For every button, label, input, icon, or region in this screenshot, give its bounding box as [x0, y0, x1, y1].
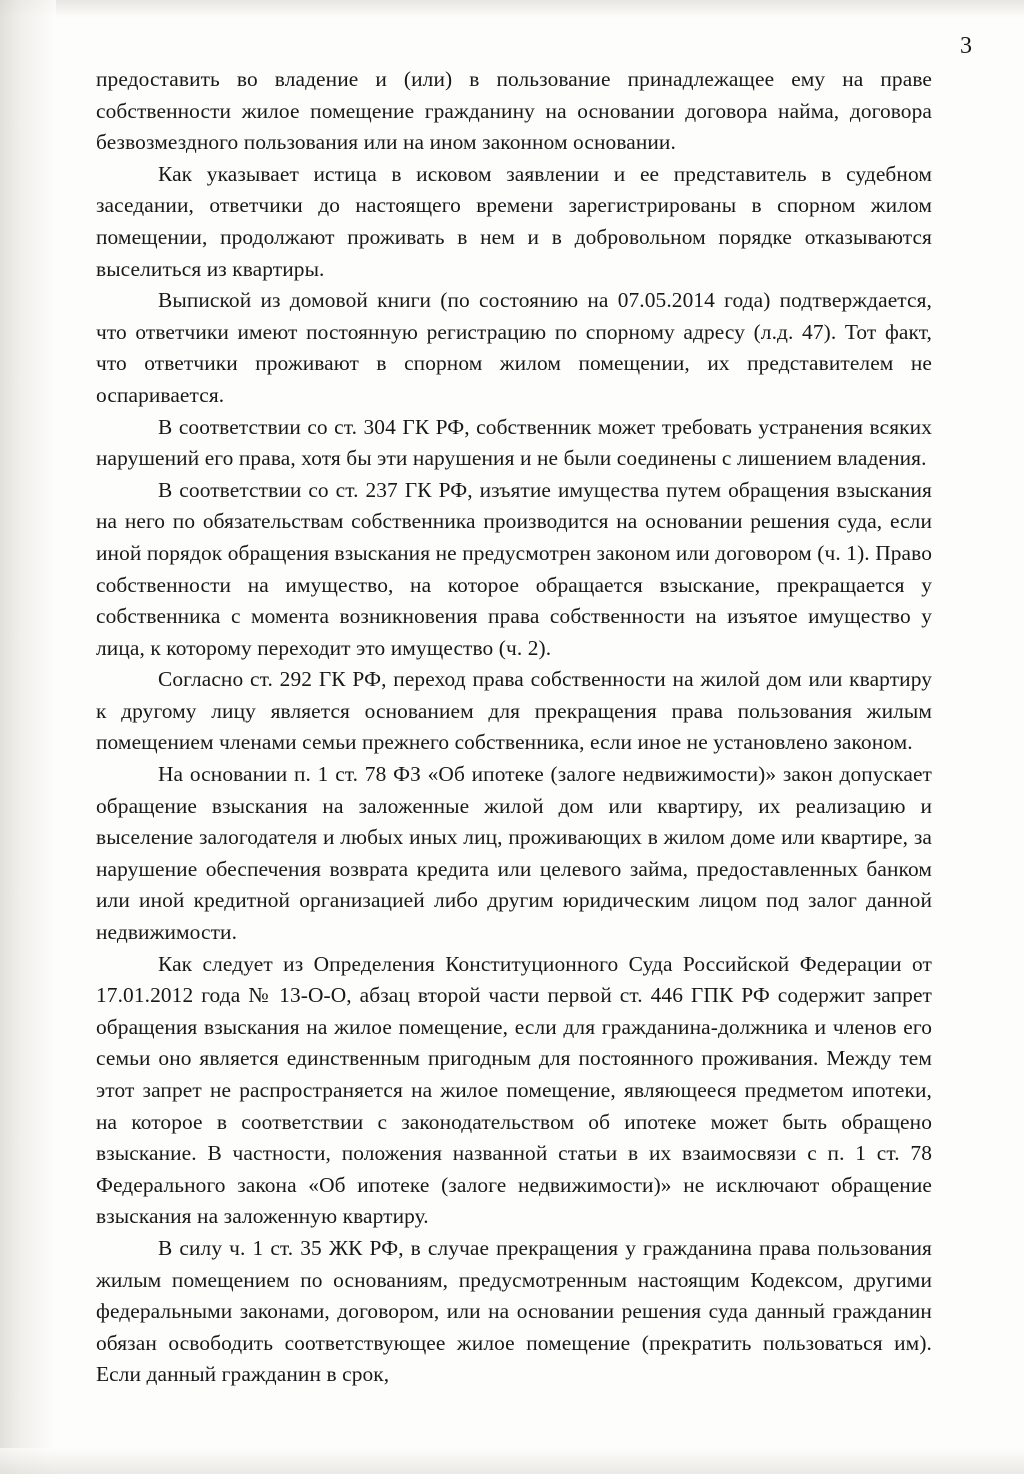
- paragraph: Как указывает истица в исковом заявлении и ее представитель в судебном заседании, ответчики до настоящего времени зарегистрированы в спорном жилом помещении, продолжают проживать в нем и в добровольном порядке отказываются выселиться из квартиры.: [96, 161, 932, 281]
- paragraph: предоставить во владение и (или) в пользование принадлежащее ему на праве собственности жилое помещение гражданину на основании договора найма, договора безвозмездного пользования или на ином законном основании.: [96, 67, 932, 155]
- paragraph: Как следует из Определения Конституционного Суда Российской Федерации от 17.01.2012 года № 13-О-О, абзац второй части первой ст. 446 ГПК РФ содержит запрет обращения взыскания на жилое помещение, если для гражданина-должника и членов его семьи оно является единственным пригодным для постоянного проживания. Между тем этот запрет не распространяется на жилое помещение, являющееся предметом ипотеки, на которое в соответствии с законодательством об ипотеке может быть обращено взыскание. В частности, положения названной статьи в их взаимосвязи с п. 1 ст. 78 Федерального закона «Об ипотеке (залоге недвижимости)» не исключают обращение взыскания на заложенную квартиру.: [96, 951, 932, 1229]
- paragraph: На основании п. 1 ст. 78 ФЗ «Об ипотеке (залоге недвижимости)» закон допускает обращение взыскания на заложенные жилой дом или квартиру, их реализацию и выселение залогодателя и любых иных лиц, проживающих в жилом доме или квартире, за нарушение обеспечения возврата кредита или целевого займа, предоставленных банком или иной кредитной организацией либо другим юридическим лицом под залог данной недвижимости.: [96, 762, 932, 945]
- paragraph: В соответствии со ст. 304 ГК РФ, собственник может требовать устранения всяких нарушений его права, хотя бы эти нарушения и не были соединены с лишением владения.: [96, 414, 932, 471]
- page-number: 3: [960, 33, 972, 59]
- paragraph: Согласно ст. 292 ГК РФ, переход права собственности на жилой дом или квартиру к другому лицу является основанием для прекращения права пользования жилым помещением членами семьи прежнего собственника, если иное не установлено законом.: [96, 667, 932, 755]
- scan-edge-top: [0, 0, 1024, 18]
- paragraph: Выпиской из домовой книги (по состоянию на 07.05.2014 года) подтверждается, что ответчики имеют постоянную регистрацию по спорному адресу (л.д. 47). Тот факт, что ответчики проживают в спорном жилом помещении, их представителем не оспаривается.: [96, 288, 932, 407]
- document-body: [96, 64, 932, 1391]
- paragraph: В соответствии со ст. 237 ГК РФ, изъятие имущества путем обращения взыскания на него по обязательствам собственника производится на основании решения суда, если иной порядок обращения взыскания не предусмотрен законом или договором (ч. 1). Право собственности на имущество, на которое обращается взыскание, прекращается у собственника с момента возникновения права собственности на изъятое имущество у лица, к которому переходит это имущество (ч. 2).: [96, 477, 932, 660]
- scan-edge-bottom: [0, 1448, 1024, 1474]
- paragraph: В силу ч. 1 ст. 35 ЖК РФ, в случае прекращения у гражданина права пользования жилым помещением по основаниям, предусмотренным настоящим Кодексом, другими федеральными законами, договором, или на основании решения суда данный гражданин обязан освободить соответствующее жилое помещение (прекратить пользоваться им). Если данный гражданин в срок,: [96, 1235, 932, 1387]
- scan-edge-left: [0, 0, 56, 1474]
